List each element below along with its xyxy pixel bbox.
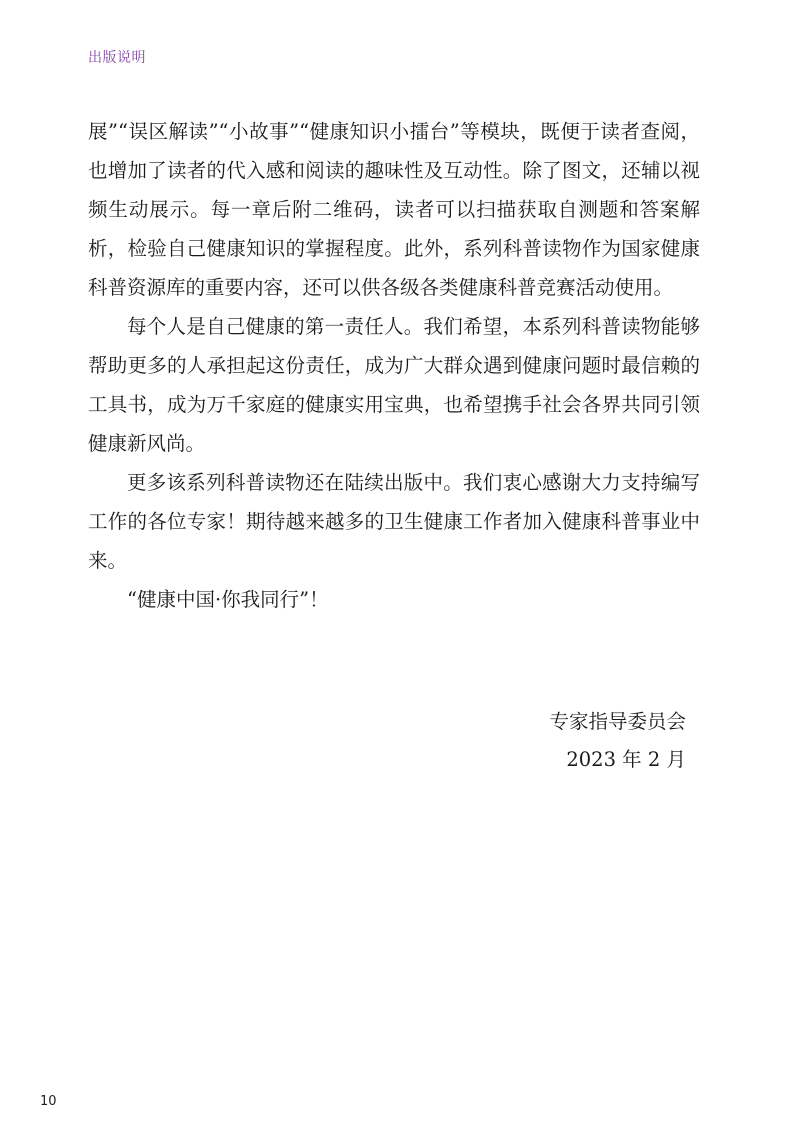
paragraph: 更多该系列科普读物还在陆续出版中。我们衷心感谢大力支持编写工作的各位专家！期待越来越多的卫生健康工作者加入健康科普事业中来。 [88, 471, 700, 572]
signature-organization: 专家指导委员会 [549, 710, 686, 733]
signature-date: 2023 年 2 月 [566, 748, 686, 771]
body-text [88, 112, 700, 619]
running-header: 出版说明 [88, 50, 146, 66]
signature-block [549, 703, 686, 779]
paragraph-continuation: 展”“误区解读”“小故事”“健康知识小擂台”等模块，既便于读者查阅，也增加了读者的代入感和阅读的趣味性及互动性。除了图文，还辅以视频生动展示。每一章后附二维码，读者可以扫描获取自测题和答案解析，检验自己健康知识的掌握程度。此外，系列科普读物作为国家健康科普资源库的重要内容，还可以供各级各类健康科普竞赛活动使用。 [88, 120, 700, 299]
page-number: 10 [40, 1094, 57, 1109]
slogan-paragraph: “健康中国·你我同行”！ [127, 588, 329, 611]
paragraph: 每个人是自己健康的第一责任人。我们希望，本系列科普读物能够帮助更多的人承担起这份责任，成为广大群众遇到健康问题时最信赖的工具书，成为万千家庭的健康实用宝典，也希望携手社会各界共同引领健康新风尚。 [88, 315, 700, 455]
